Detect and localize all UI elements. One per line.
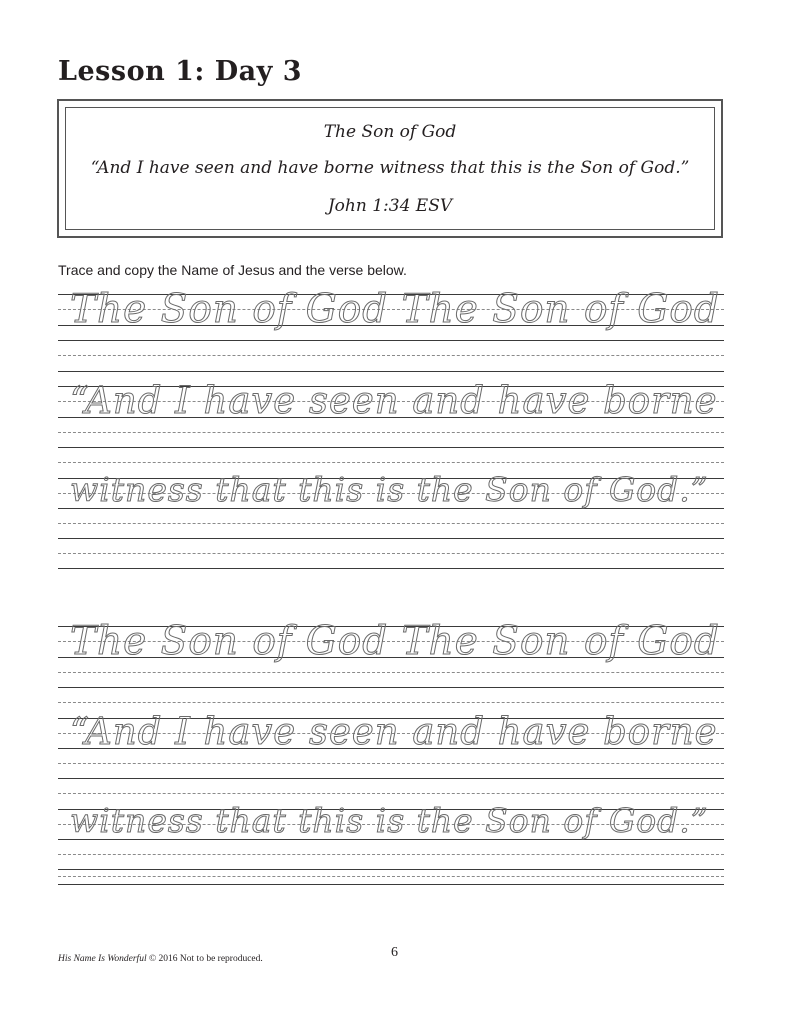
ruling-descender-line [58,763,724,764]
ruling-baseline [58,371,724,372]
ruling-descender-line [58,672,724,673]
verse-box-inner-border [65,107,715,230]
trace-row[interactable]: The Son of God The Son of God [70,287,720,332]
ruling-descender-line [58,854,724,855]
trace-row[interactable]: witness that this is the Son of God.” [70,470,709,509]
ruling-descender-line [58,523,724,524]
footer-book-title: His Name Is Wonderful [58,954,147,964]
ruling-baseline [58,884,724,885]
ruling-baseline [58,568,724,569]
verse-box-reference: John 1:34 ESV [327,196,453,216]
ruling-top-line [58,687,724,688]
page-number: 6 [391,945,398,960]
ruling-midline [58,793,724,794]
instructions: Trace and copy the Name of Jesus and the verse below. [58,262,407,278]
ruling-top-line [58,869,724,870]
trace-row[interactable]: “And I have seen and have borne [70,710,718,753]
trace-row[interactable]: witness that this is the Son of God.” [70,801,709,840]
footer-copyright-text: © 2016 Not to be reproduced. [146,954,263,964]
verse-box-verse: “And I have seen and have borne witness that this is the Son of God.” [90,158,690,178]
ruling-top-line [58,340,724,341]
ruling-midline [58,876,724,877]
ruling-midline [58,462,724,463]
verse-box [57,99,723,238]
lesson-title: Lesson 1: Day 3 [58,56,303,87]
trace-row[interactable]: “And I have seen and have borne [70,379,718,422]
ruling-midline [58,553,724,554]
ruling-midline [58,702,724,703]
ruling-top-line [58,447,724,448]
ruling-midline [58,355,724,356]
ruling-descender-line [58,432,724,433]
footer-copyright [58,954,263,964]
ruling-top-line [58,538,724,539]
ruling-top-line [58,778,724,779]
trace-row[interactable]: The Son of God The Son of God [70,619,720,664]
verse-box-name-of-jesus: The Son of God [323,122,457,142]
